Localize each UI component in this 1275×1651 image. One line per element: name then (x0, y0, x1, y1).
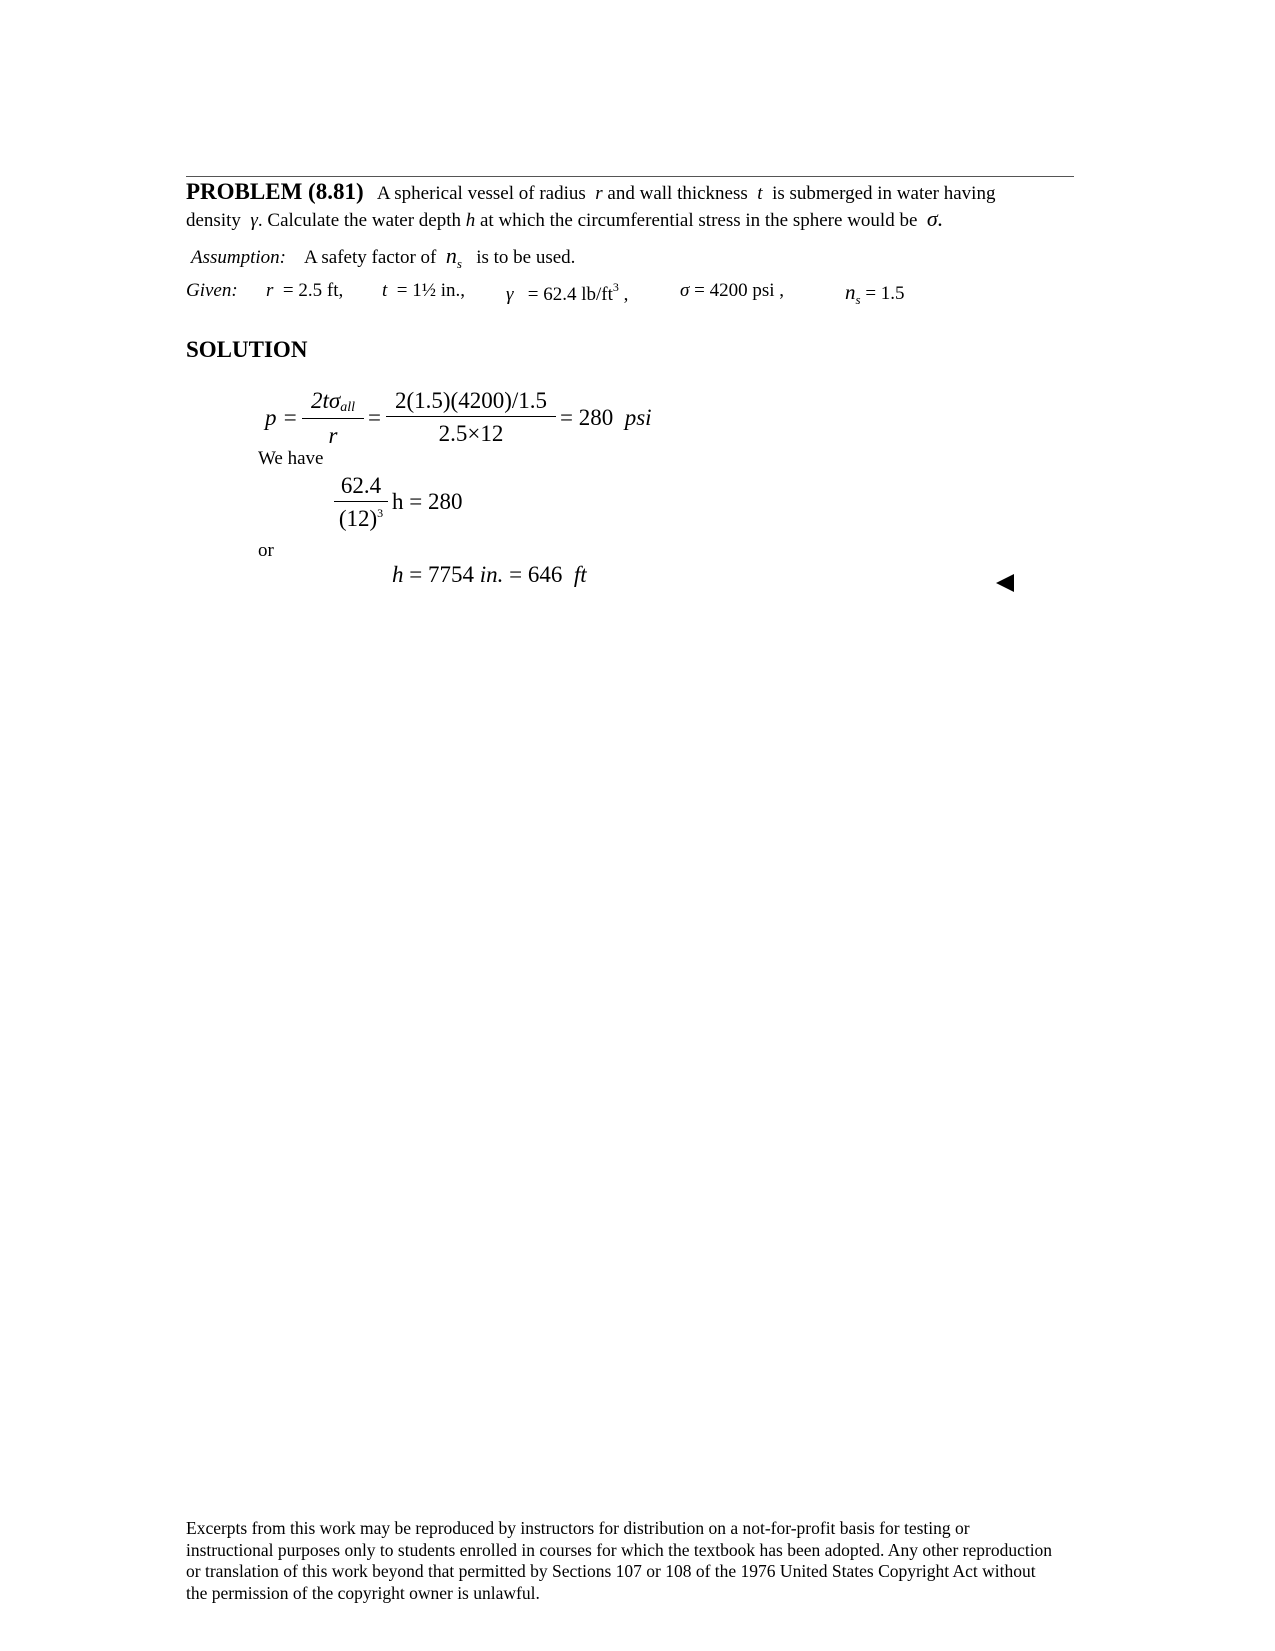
given-label: Given: (186, 280, 238, 301)
given-gamma-comma: , (623, 284, 629, 305)
eq2-numerator: 62.4 (340, 473, 382, 498)
problem-text-4: density (186, 210, 241, 231)
given-sigma-value: = 4200 psi , (694, 280, 785, 301)
assumption-text-1: A safety factor of (303, 247, 437, 268)
eq1-fraction-2 (386, 388, 556, 447)
eq3 (392, 562, 587, 588)
problem-line-2 (186, 207, 943, 232)
eq1-p: p = (265, 405, 298, 430)
problem-text-3: is submerged in water having (772, 183, 996, 204)
eq1-equals: = (368, 405, 381, 430)
eq1-result: = 280 (560, 405, 614, 430)
eq1-f2-denominator: 2.5×12 (438, 421, 504, 446)
assumption-line (191, 243, 575, 272)
given-n-symbol: n (845, 280, 856, 304)
given-gamma (506, 280, 628, 306)
given-t-symbol: t (382, 280, 388, 301)
given-line (186, 280, 238, 302)
given-sigma (680, 280, 784, 302)
var-n-subscript: s (456, 256, 462, 271)
var-h: h (465, 210, 476, 231)
given-gamma-value: = 62.4 lb/ft (527, 284, 613, 305)
eq1-rhs (560, 405, 652, 431)
we-have-text: We have (258, 448, 324, 469)
eq2-rhs: h = 280 (392, 489, 463, 514)
or-text: or (258, 540, 274, 561)
given-r-value: = 2.5 ft, (282, 280, 344, 301)
problem-title: PROBLEM (8.81) (186, 179, 364, 204)
given-n-value: = 1.5 (865, 283, 905, 304)
problem-text-1: A spherical vessel of radius (376, 183, 586, 204)
given-t-value: = 1½ in., (396, 280, 466, 301)
given-gamma-exponent: 3 (612, 280, 619, 294)
eq1-fraction-1 (302, 388, 364, 449)
eq1-f2-numerator: 2(1.5)(4200)/1.5 (394, 388, 548, 413)
eq1-f1-denominator: r (328, 423, 338, 448)
given-sigma-symbol: σ (680, 280, 690, 301)
eq3-unit-ft: ft (573, 562, 587, 587)
answer-marker-icon (996, 574, 1014, 592)
assumption-text-2: is to be used. (476, 247, 576, 268)
problem-text-6: at which the circumferential stress in the sphere would be (480, 210, 918, 231)
solution-heading: SOLUTION (186, 337, 308, 362)
eq2-fraction (334, 473, 388, 532)
given-r (266, 280, 343, 302)
given-n-subscript: s (855, 292, 861, 307)
given-t (382, 280, 465, 302)
eq3-value-ft: = 646 (509, 562, 563, 587)
top-rule (186, 176, 1074, 177)
eq2-bar (334, 501, 388, 502)
eq1-f1-bar (302, 418, 364, 419)
problem-text-5: . Calculate the water depth (257, 210, 461, 231)
var-t: t (757, 183, 763, 204)
var-sigma: σ. (926, 206, 944, 231)
eq1-f1-numerator: 2tσ (310, 388, 341, 413)
eq2-exponent: 3 (377, 506, 384, 520)
eq1-f2-bar (386, 416, 556, 417)
problem-line-1 (186, 180, 995, 205)
var-r: r (595, 183, 603, 204)
eq2-denominator: (12) (338, 506, 378, 531)
eq3-unit-in: in. (479, 562, 504, 587)
problem-text-2: and wall thickness (607, 183, 748, 204)
eq3-value-in: = 7754 (409, 562, 474, 587)
eq1-lhs (265, 405, 298, 431)
eq1-f1-subscript: all (340, 400, 355, 415)
copyright-footer: Excerpts from this work may be reproduced by instructors for distribution on a not-for-profit basis for testing or instructional purposes only to students enrolled in courses for which the textbook has been adopted. Any other reproduction or translation of this work beyond that permitted by Sections 107 or 108 of the 1976 United States Copyright Act without the permission of the copyright owner is unlawful. (186, 1518, 1053, 1603)
given-n (845, 280, 905, 308)
eq1-unit: psi (624, 405, 652, 430)
var-gamma: γ (250, 210, 258, 231)
given-gamma-symbol: γ (506, 284, 514, 305)
eq3-h: h (392, 562, 404, 587)
given-r-symbol: r (266, 280, 274, 301)
assumption-label: Assumption: (191, 247, 286, 268)
var-n: n (445, 243, 457, 268)
